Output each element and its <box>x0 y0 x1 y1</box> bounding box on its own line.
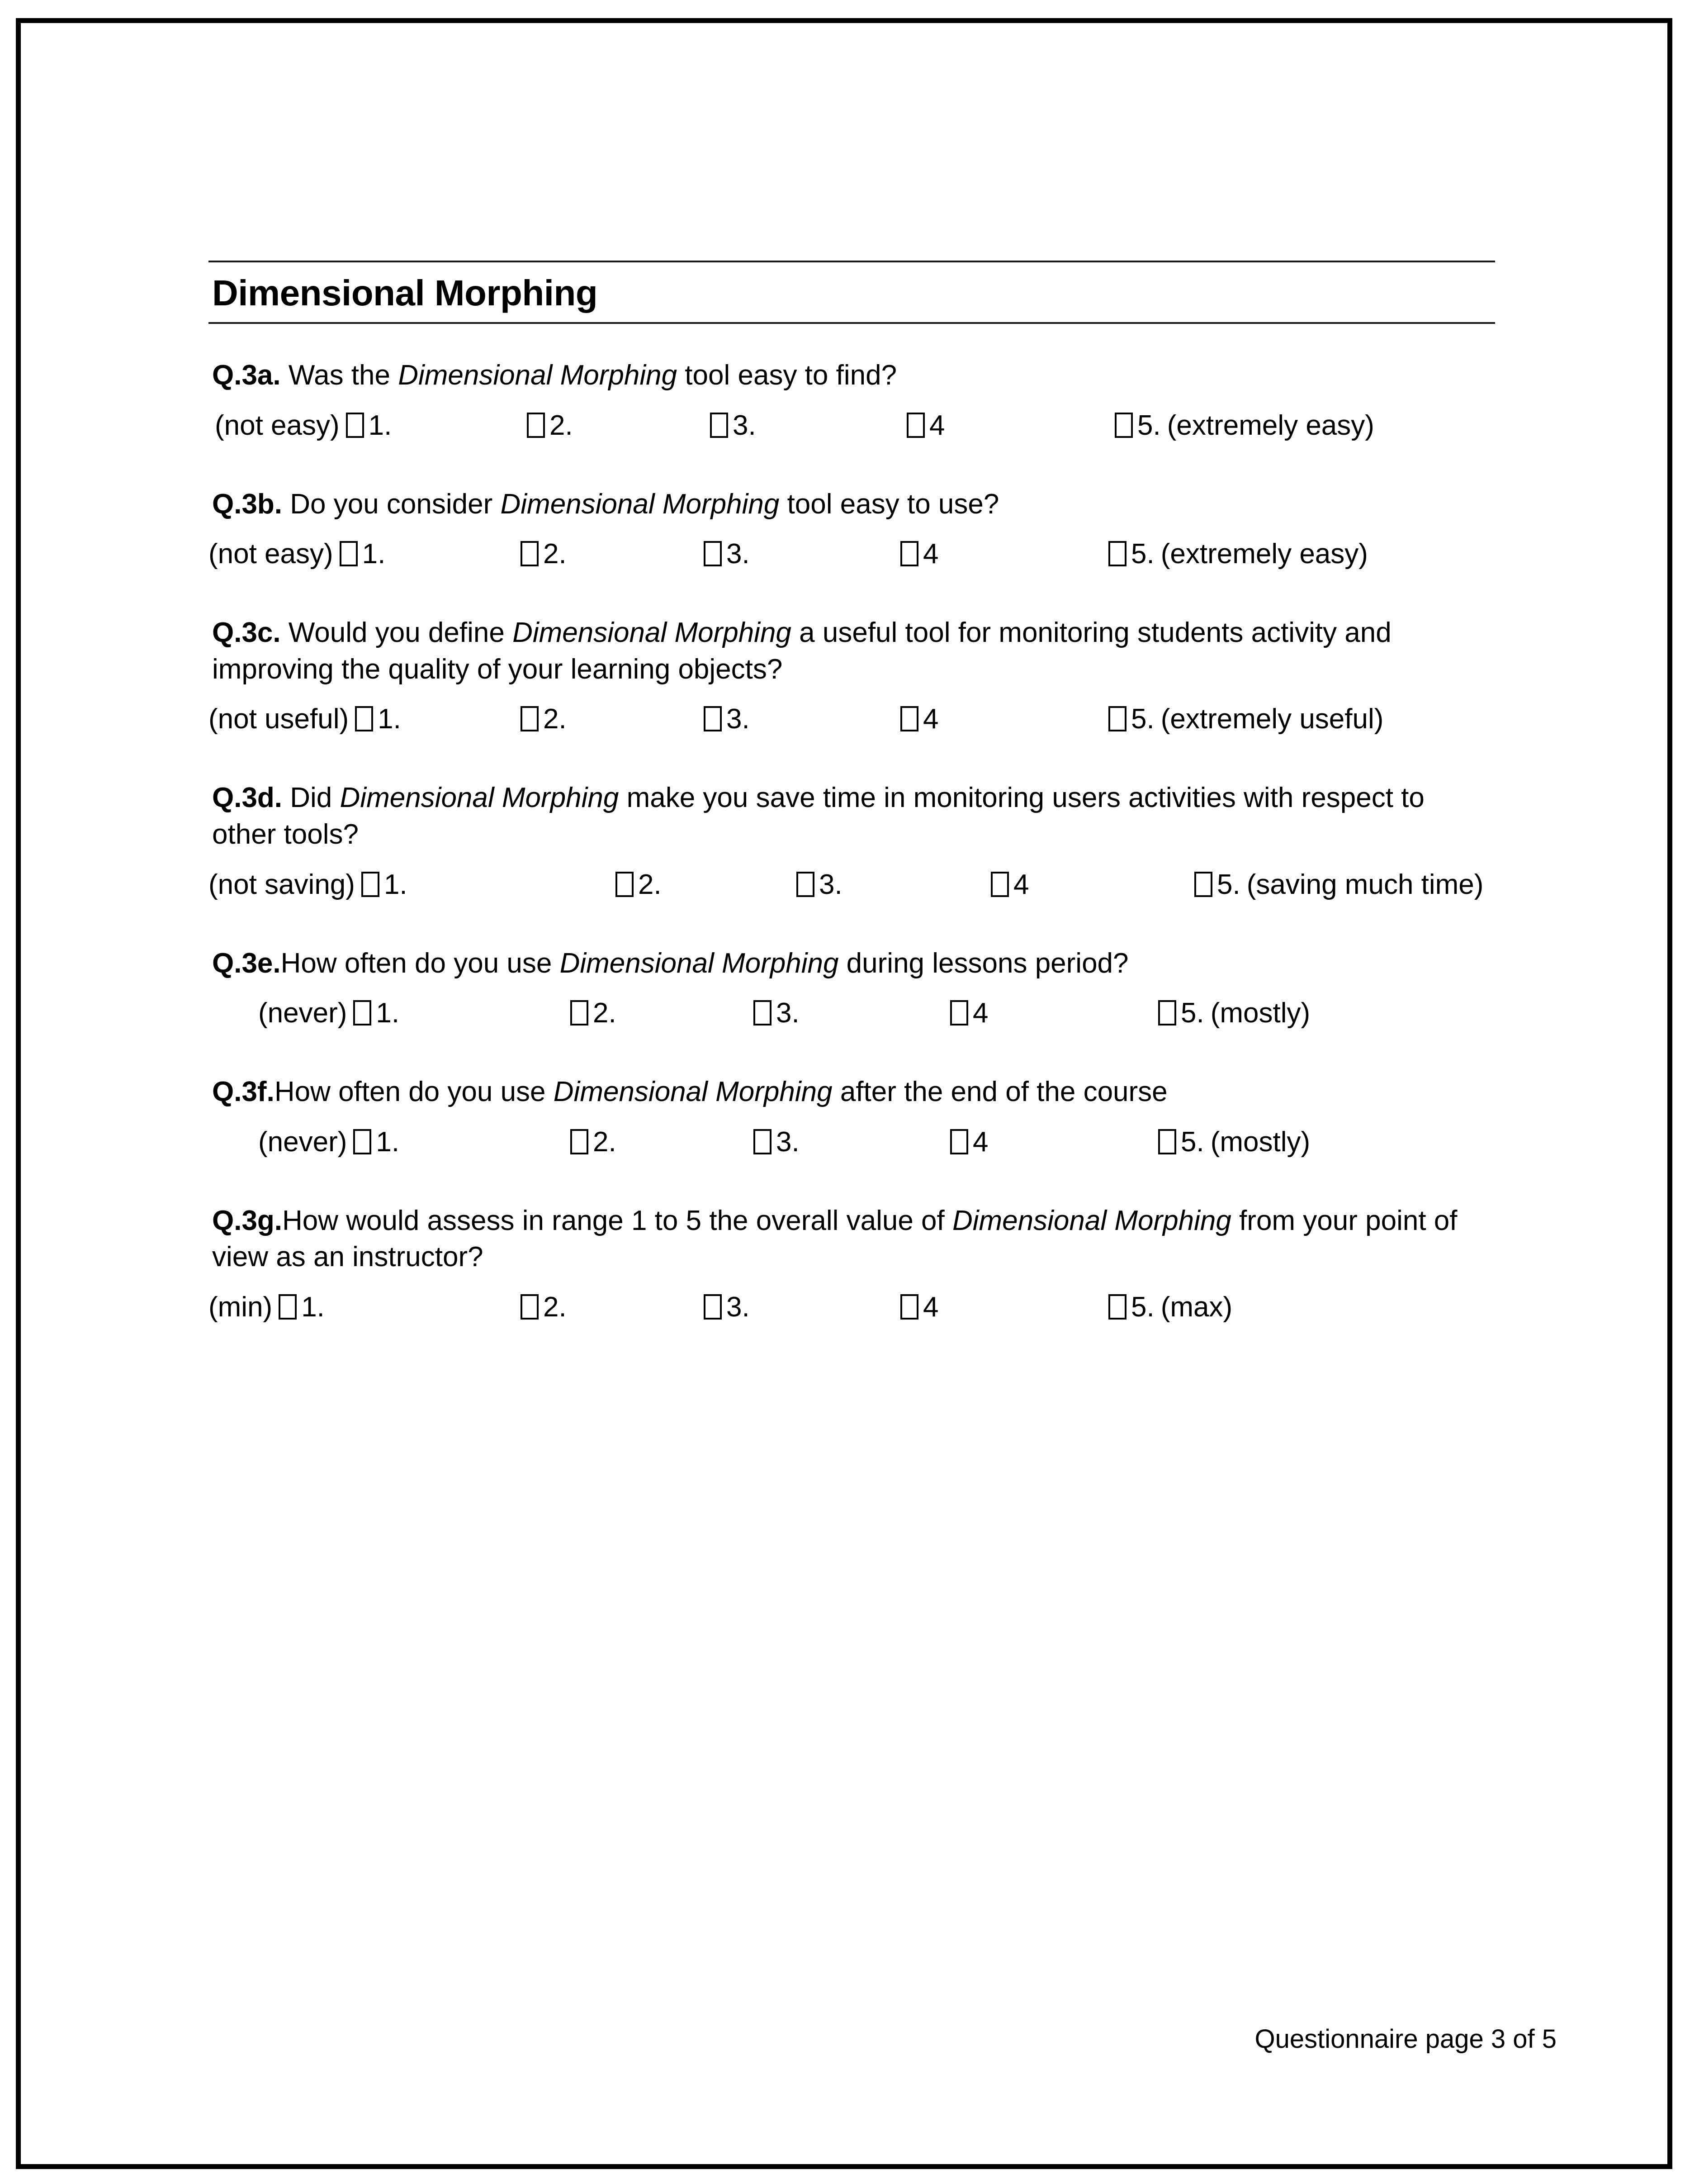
tool-name-emphasis: Dimensional Morphing <box>500 488 780 520</box>
likert-option-4[interactable] <box>900 538 938 570</box>
likert-option-4[interactable] <box>950 997 988 1029</box>
question-number: Q.3f. <box>212 1076 275 1108</box>
empty-checkbox-icon[interactable] <box>753 1000 772 1026</box>
likert-option-label: 3. <box>726 703 750 735</box>
likert-option-3[interactable] <box>710 409 756 442</box>
scale-anchor-low: (min) <box>208 1291 273 1323</box>
likert-option-4[interactable] <box>907 409 945 442</box>
likert-option-1[interactable] <box>208 703 401 735</box>
question-block <box>208 357 1495 453</box>
empty-checkbox-icon[interactable] <box>704 706 722 731</box>
question-text-prefix: Did <box>282 782 340 814</box>
likert-option-label: 4 <box>923 703 939 735</box>
likert-option-5[interactable] <box>1158 997 1310 1029</box>
empty-checkbox-icon[interactable] <box>1194 872 1212 897</box>
empty-checkbox-icon[interactable] <box>753 1129 772 1154</box>
likert-option-2[interactable] <box>521 538 567 570</box>
likert-scale-row <box>208 1126 1495 1169</box>
likert-scale-row <box>208 997 1495 1040</box>
question-text-suffix: after the end of the course <box>832 1076 1168 1108</box>
likert-option-label: 2. <box>593 997 616 1029</box>
scale-anchor-high: (mostly) <box>1210 997 1311 1029</box>
question-block <box>208 1074 1495 1169</box>
likert-option-label: 4 <box>923 538 939 570</box>
question-text-suffix: a useful tool for monitoring students activity and improving the quality of your learning objects? <box>212 617 1392 685</box>
likert-option-label: 1. <box>376 1126 400 1158</box>
empty-checkbox-icon[interactable] <box>521 541 539 566</box>
scale-anchor-low: (not saving) <box>208 869 355 900</box>
likert-option-label: 2. <box>543 703 567 735</box>
scale-anchor-low: (never) <box>258 997 347 1029</box>
empty-checkbox-icon[interactable] <box>353 1000 371 1026</box>
scale-anchor-high: (max) <box>1160 1291 1233 1323</box>
question-number: Q.3d. <box>212 782 283 814</box>
likert-option-label: 4 <box>929 409 945 441</box>
likert-option-1[interactable] <box>258 1126 399 1158</box>
empty-checkbox-icon[interactable] <box>615 872 634 897</box>
likert-option-1[interactable] <box>215 409 392 442</box>
question-number: Q.3c. <box>212 617 281 649</box>
empty-checkbox-icon[interactable] <box>900 1294 918 1320</box>
empty-checkbox-icon[interactable] <box>1108 541 1126 566</box>
question-number: Q.3a. <box>212 360 281 391</box>
likert-option-label: 4 <box>923 1291 939 1323</box>
likert-option-label: 4 <box>1013 869 1029 900</box>
likert-option-3[interactable] <box>796 869 842 901</box>
question-prompt <box>208 486 1483 523</box>
likert-scale-row <box>208 538 1495 581</box>
likert-option-label: 5. <box>1181 997 1204 1029</box>
likert-option-2[interactable] <box>570 997 616 1029</box>
empty-checkbox-icon[interactable] <box>907 413 925 438</box>
scale-anchor-high: (saving much time) <box>1246 869 1484 900</box>
scale-anchor-low: (not easy) <box>208 538 333 570</box>
empty-checkbox-icon[interactable] <box>340 541 358 566</box>
question-text-prefix: How would assess in range 1 to 5 the overall value of <box>282 1205 952 1236</box>
empty-checkbox-icon[interactable] <box>361 872 379 897</box>
empty-checkbox-icon[interactable] <box>1115 413 1133 438</box>
likert-option-label: 3. <box>819 869 842 900</box>
likert-option-label: 1. <box>362 538 386 570</box>
question-prompt <box>208 357 1483 394</box>
scale-anchor-high: (mostly) <box>1210 1126 1311 1158</box>
likert-option-1[interactable] <box>208 1291 325 1323</box>
scale-anchor-low: (not easy) <box>215 409 340 441</box>
empty-checkbox-icon[interactable] <box>950 1000 968 1026</box>
empty-checkbox-icon[interactable] <box>346 413 364 438</box>
likert-option-label: 2. <box>593 1126 616 1158</box>
page-canvas <box>21 23 1667 2164</box>
empty-checkbox-icon[interactable] <box>1108 1294 1126 1320</box>
likert-option-4[interactable] <box>991 869 1029 901</box>
likert-option-label: 3. <box>726 538 750 570</box>
page-footer: Questionnaire page 3 of 5 <box>1254 2024 1557 2054</box>
empty-checkbox-icon[interactable] <box>796 872 814 897</box>
likert-option-label: 1. <box>378 703 401 735</box>
question-prompt <box>208 780 1483 853</box>
question-text-prefix: Do you consider <box>282 488 501 520</box>
likert-scale-row <box>208 703 1495 746</box>
page-sheet <box>16 18 1672 2169</box>
likert-option-3[interactable] <box>704 1291 750 1323</box>
question-number: Q.3g. <box>212 1205 283 1236</box>
empty-checkbox-icon[interactable] <box>570 1129 588 1154</box>
question-block <box>208 1203 1495 1334</box>
likert-option-3[interactable] <box>704 703 750 735</box>
question-number: Q.3e. <box>212 947 281 979</box>
tool-name-emphasis: Dimensional Morphing <box>952 1205 1231 1236</box>
likert-option-4[interactable] <box>900 1291 938 1323</box>
empty-checkbox-icon[interactable] <box>521 1294 539 1320</box>
question-block <box>208 486 1495 582</box>
likert-option-2[interactable] <box>521 703 567 735</box>
tool-name-emphasis: Dimensional Morphing <box>559 947 839 979</box>
likert-option-label: 5. <box>1131 1291 1155 1323</box>
likert-option-label: 1. <box>383 869 407 900</box>
empty-checkbox-icon[interactable] <box>279 1294 297 1320</box>
question-text-prefix: Would you define <box>280 617 513 649</box>
section-header <box>208 262 1495 322</box>
scale-anchor-high: (extremely easy) <box>1160 538 1368 570</box>
empty-checkbox-icon[interactable] <box>521 706 539 731</box>
empty-checkbox-icon[interactable] <box>1158 1129 1176 1154</box>
document-content <box>208 261 1495 1334</box>
empty-checkbox-icon[interactable] <box>991 872 1009 897</box>
likert-option-label: 1. <box>376 997 400 1029</box>
likert-option-3[interactable] <box>753 997 800 1029</box>
question-list <box>208 357 1495 1334</box>
empty-checkbox-icon[interactable] <box>570 1000 588 1026</box>
scale-anchor-high: (extremely easy) <box>1167 409 1374 441</box>
likert-option-1[interactable] <box>208 869 407 901</box>
question-prompt <box>208 1203 1483 1276</box>
question-block <box>208 780 1495 912</box>
empty-checkbox-icon[interactable] <box>1108 706 1126 731</box>
question-text-suffix: tool easy to find? <box>677 360 897 391</box>
likert-option-label: 3. <box>776 997 800 1029</box>
question-block <box>208 945 1495 1041</box>
likert-option-label: 3. <box>726 1291 750 1323</box>
likert-scale-row <box>208 409 1495 453</box>
likert-option-label: 2. <box>549 409 573 441</box>
question-number: Q.3b. <box>212 488 283 520</box>
likert-option-label: 2. <box>638 869 662 900</box>
likert-option-1[interactable] <box>258 997 399 1029</box>
likert-option-2[interactable] <box>615 869 662 901</box>
question-text-suffix: tool easy to use? <box>779 488 999 520</box>
likert-option-5[interactable] <box>1194 869 1483 901</box>
likert-option-5[interactable] <box>1108 703 1383 735</box>
likert-option-label: 3. <box>733 409 756 441</box>
empty-checkbox-icon[interactable] <box>1158 1000 1176 1026</box>
tool-name-emphasis: Dimensional Morphing <box>553 1076 833 1108</box>
empty-checkbox-icon[interactable] <box>704 1294 722 1320</box>
likert-option-label: 2. <box>543 1291 567 1323</box>
scale-anchor-low: (never) <box>258 1126 347 1158</box>
likert-option-2[interactable] <box>570 1126 616 1158</box>
page-title: Dimensional Morphing <box>212 273 598 313</box>
likert-option-5[interactable] <box>1115 409 1374 442</box>
question-text-prefix: Was the <box>280 360 398 391</box>
scale-anchor-low: (not useful) <box>208 703 349 735</box>
likert-option-5[interactable] <box>1108 1291 1232 1323</box>
likert-option-label: 4 <box>973 1126 989 1158</box>
empty-checkbox-icon[interactable] <box>710 413 728 438</box>
likert-option-4[interactable] <box>900 703 938 735</box>
empty-checkbox-icon[interactable] <box>355 706 373 731</box>
question-prompt <box>208 615 1483 688</box>
likert-option-label: 4 <box>973 997 989 1029</box>
likert-option-3[interactable] <box>704 538 750 570</box>
question-text-prefix: How often do you use <box>280 947 560 979</box>
empty-checkbox-icon[interactable] <box>704 541 722 566</box>
question-prompt <box>208 1074 1483 1111</box>
likert-option-label: 1. <box>368 409 392 441</box>
likert-option-label: 5. <box>1131 703 1155 735</box>
likert-option-label: 2. <box>543 538 567 570</box>
likert-option-4[interactable] <box>950 1126 988 1158</box>
likert-option-2[interactable] <box>527 409 573 442</box>
likert-option-5[interactable] <box>1158 1126 1310 1158</box>
likert-option-1[interactable] <box>208 538 385 570</box>
scale-anchor-high: (extremely useful) <box>1160 703 1384 735</box>
likert-option-label: 5. <box>1131 538 1155 570</box>
likert-option-label: 1. <box>301 1291 325 1323</box>
tool-name-emphasis: Dimensional Morphing <box>398 360 677 391</box>
empty-checkbox-icon[interactable] <box>527 413 545 438</box>
empty-checkbox-icon[interactable] <box>353 1129 371 1154</box>
likert-scale-row <box>208 869 1495 912</box>
likert-scale-row <box>208 1291 1495 1334</box>
question-text-suffix: from your point of view as an instructor? <box>212 1205 1458 1273</box>
likert-option-5[interactable] <box>1108 538 1368 570</box>
question-text-prefix: How often do you use <box>274 1076 554 1108</box>
empty-checkbox-icon[interactable] <box>950 1129 968 1154</box>
tool-name-emphasis: Dimensional Morphing <box>512 617 791 649</box>
likert-option-3[interactable] <box>753 1126 800 1158</box>
likert-option-label: 5. <box>1181 1126 1204 1158</box>
likert-option-2[interactable] <box>521 1291 567 1323</box>
likert-option-label: 5. <box>1217 869 1240 900</box>
question-text-suffix: make you save time in monitoring users activities with respect to other tools? <box>212 782 1425 850</box>
empty-checkbox-icon[interactable] <box>900 541 918 566</box>
empty-checkbox-icon[interactable] <box>900 706 918 731</box>
question-prompt <box>208 945 1483 982</box>
likert-option-label: 5. <box>1137 409 1161 441</box>
tool-name-emphasis: Dimensional Morphing <box>340 782 619 814</box>
likert-option-label: 3. <box>776 1126 800 1158</box>
question-text-suffix: during lessons period? <box>838 947 1129 979</box>
title-rule-bottom <box>208 322 1495 324</box>
question-block <box>208 615 1495 746</box>
